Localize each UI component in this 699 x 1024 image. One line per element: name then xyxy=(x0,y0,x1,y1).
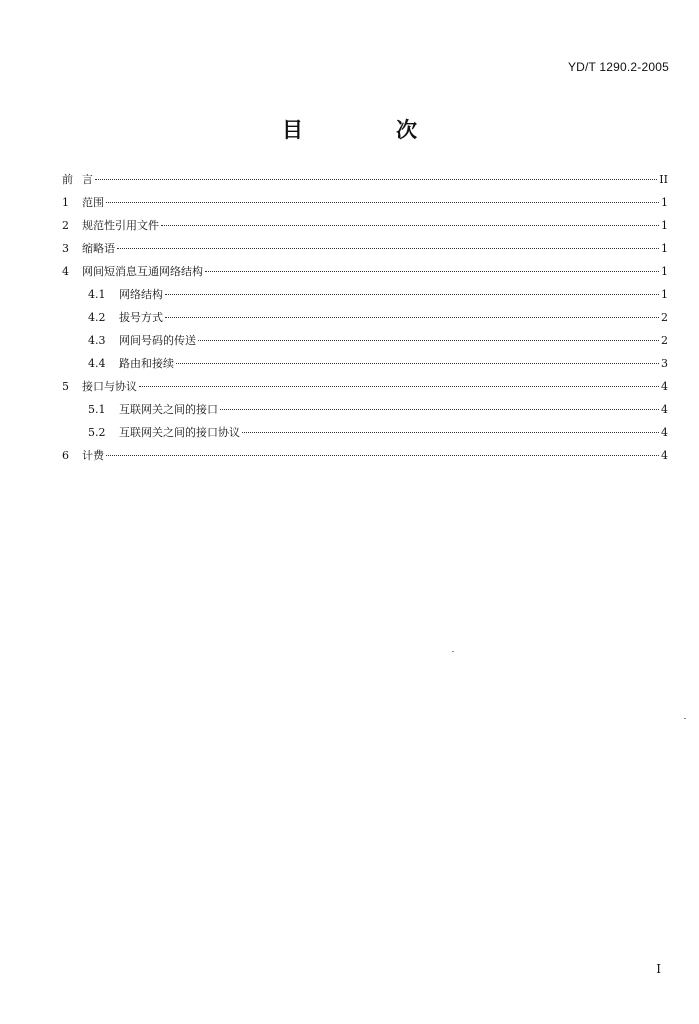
toc-entry-label: 互联网关之间的接口 xyxy=(119,403,218,416)
toc-entry-4-3[interactable] xyxy=(62,329,668,352)
toc-entry-page: 3 xyxy=(661,357,668,370)
toc-entry-number: 4 xyxy=(62,265,69,278)
toc-entry-page: 1 xyxy=(661,288,668,301)
page-number: I xyxy=(656,962,661,976)
toc-entry-page: 2 xyxy=(661,334,668,347)
toc-entry-page: 4 xyxy=(661,380,668,393)
dot-leader xyxy=(117,248,659,249)
toc-entry-label: 拔号方式 xyxy=(119,311,163,324)
toc-entry-4-2[interactable] xyxy=(62,306,668,329)
toc-entry-label: 计费 xyxy=(82,449,104,462)
toc-entry-6[interactable] xyxy=(62,444,668,467)
dot-leader xyxy=(165,317,659,318)
toc-entry-number: 1 xyxy=(62,196,69,209)
toc-entry-label: 网络结构 xyxy=(119,288,163,301)
table-of-contents xyxy=(62,168,668,467)
scan-speck xyxy=(684,718,686,719)
toc-entry-5-2[interactable] xyxy=(62,421,668,444)
dot-leader xyxy=(106,455,659,456)
toc-entry-5-1[interactable] xyxy=(62,398,668,421)
dot-leader xyxy=(95,179,657,180)
toc-entry-page: 1 xyxy=(661,219,668,232)
scan-speck xyxy=(452,651,454,652)
toc-entry-4[interactable] xyxy=(62,260,668,283)
document-code: YD/T 1290.2-2005 xyxy=(567,60,669,74)
toc-entry-page: 4 xyxy=(661,426,668,439)
toc-entry-label: 接口与协议 xyxy=(82,380,137,393)
page-title: 目 次 xyxy=(282,118,453,142)
toc-entry-number: 5 xyxy=(62,380,69,393)
toc-entry-label: 网间号码的传送 xyxy=(119,334,196,347)
toc-entry-number: 4.4 xyxy=(88,357,106,370)
toc-entry-number: 3 xyxy=(62,242,69,255)
dot-leader xyxy=(220,409,659,410)
dot-leader xyxy=(176,363,659,364)
toc-entry-page: 1 xyxy=(661,242,668,255)
toc-entry-label: 缩略语 xyxy=(82,242,115,255)
dot-leader xyxy=(242,432,659,433)
toc-entry-1[interactable] xyxy=(62,191,668,214)
toc-entry-page: 4 xyxy=(661,449,668,462)
toc-entry-number: 前 xyxy=(62,173,73,186)
toc-entry-3[interactable] xyxy=(62,237,668,260)
toc-entry-number: 4.2 xyxy=(88,311,106,324)
dot-leader xyxy=(139,386,659,387)
toc-entry-label: 范围 xyxy=(82,196,104,209)
toc-entry-preface[interactable] xyxy=(62,168,668,191)
toc-entry-page: 4 xyxy=(661,403,668,416)
dot-leader xyxy=(165,294,659,295)
toc-entry-number: 5.1 xyxy=(88,403,106,416)
toc-entry-page: II xyxy=(659,173,668,186)
toc-entry-label: 互联网关之间的接口协议 xyxy=(119,426,240,439)
toc-entry-number: 4.1 xyxy=(88,288,106,301)
toc-entry-page: 1 xyxy=(661,196,668,209)
dot-leader xyxy=(106,202,659,203)
toc-entry-2[interactable] xyxy=(62,214,668,237)
dot-leader xyxy=(198,340,659,341)
toc-entry-label: 网间短消息互通网络结构 xyxy=(82,265,203,278)
toc-entry-number: 2 xyxy=(62,219,69,232)
toc-entry-4-4[interactable] xyxy=(62,352,668,375)
toc-entry-label: 言 xyxy=(82,173,93,186)
toc-entry-page: 2 xyxy=(661,311,668,324)
dot-leader xyxy=(205,271,659,272)
dot-leader xyxy=(161,225,659,226)
toc-entry-4-1[interactable] xyxy=(62,283,668,306)
toc-entry-5[interactable] xyxy=(62,375,668,398)
toc-entry-page: 1 xyxy=(661,265,668,278)
toc-entry-label: 路由和接续 xyxy=(119,357,174,370)
toc-entry-label: 规范性引用文件 xyxy=(82,219,159,232)
toc-entry-number: 4.3 xyxy=(88,334,106,347)
toc-entry-number: 5.2 xyxy=(88,426,106,439)
toc-entry-number: 6 xyxy=(62,449,69,462)
